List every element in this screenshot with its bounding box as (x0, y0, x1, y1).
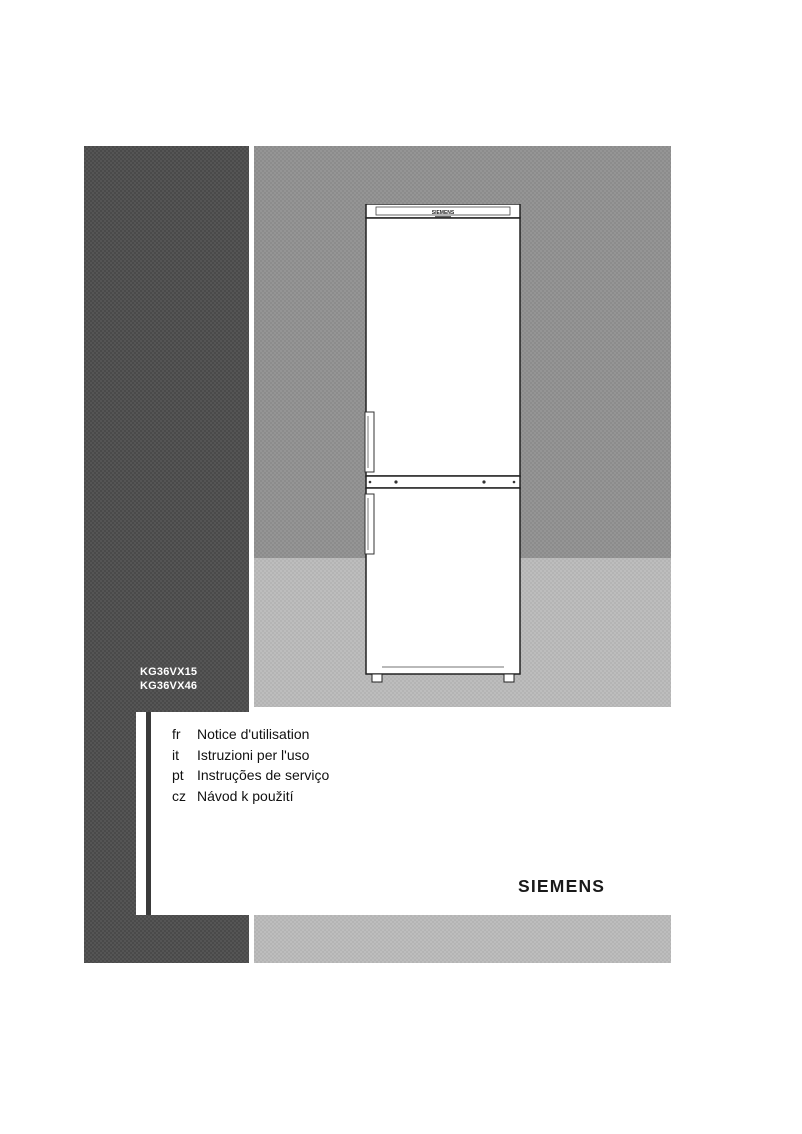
language-code: pt (172, 767, 184, 783)
language-code: cz (172, 787, 186, 804)
language-code: it (172, 746, 179, 763)
language-code: fr (172, 726, 181, 742)
language-item-it (172, 747, 329, 768)
fridge-logo: SIEMENS (431, 210, 455, 216)
title-panel-bar (146, 712, 151, 915)
language-item-cz (172, 788, 329, 809)
language-title: Instruções de serviço (197, 767, 330, 783)
language-title: Istruzioni per l'uso (197, 746, 310, 763)
model-numbers (140, 665, 197, 693)
language-item-fr (172, 726, 329, 747)
model-number: KG36VX15 (140, 666, 198, 678)
language-item-pt (172, 767, 329, 788)
fridge-illustration (364, 204, 522, 686)
model-number: KG36VX46 (140, 680, 198, 692)
language-title: Notice d'utilisation (197, 726, 310, 742)
language-title: Návod k použití (197, 787, 294, 804)
brand-logo: SIEMENS (518, 876, 606, 896)
language-list (172, 726, 329, 808)
bottom-strip (254, 915, 671, 963)
